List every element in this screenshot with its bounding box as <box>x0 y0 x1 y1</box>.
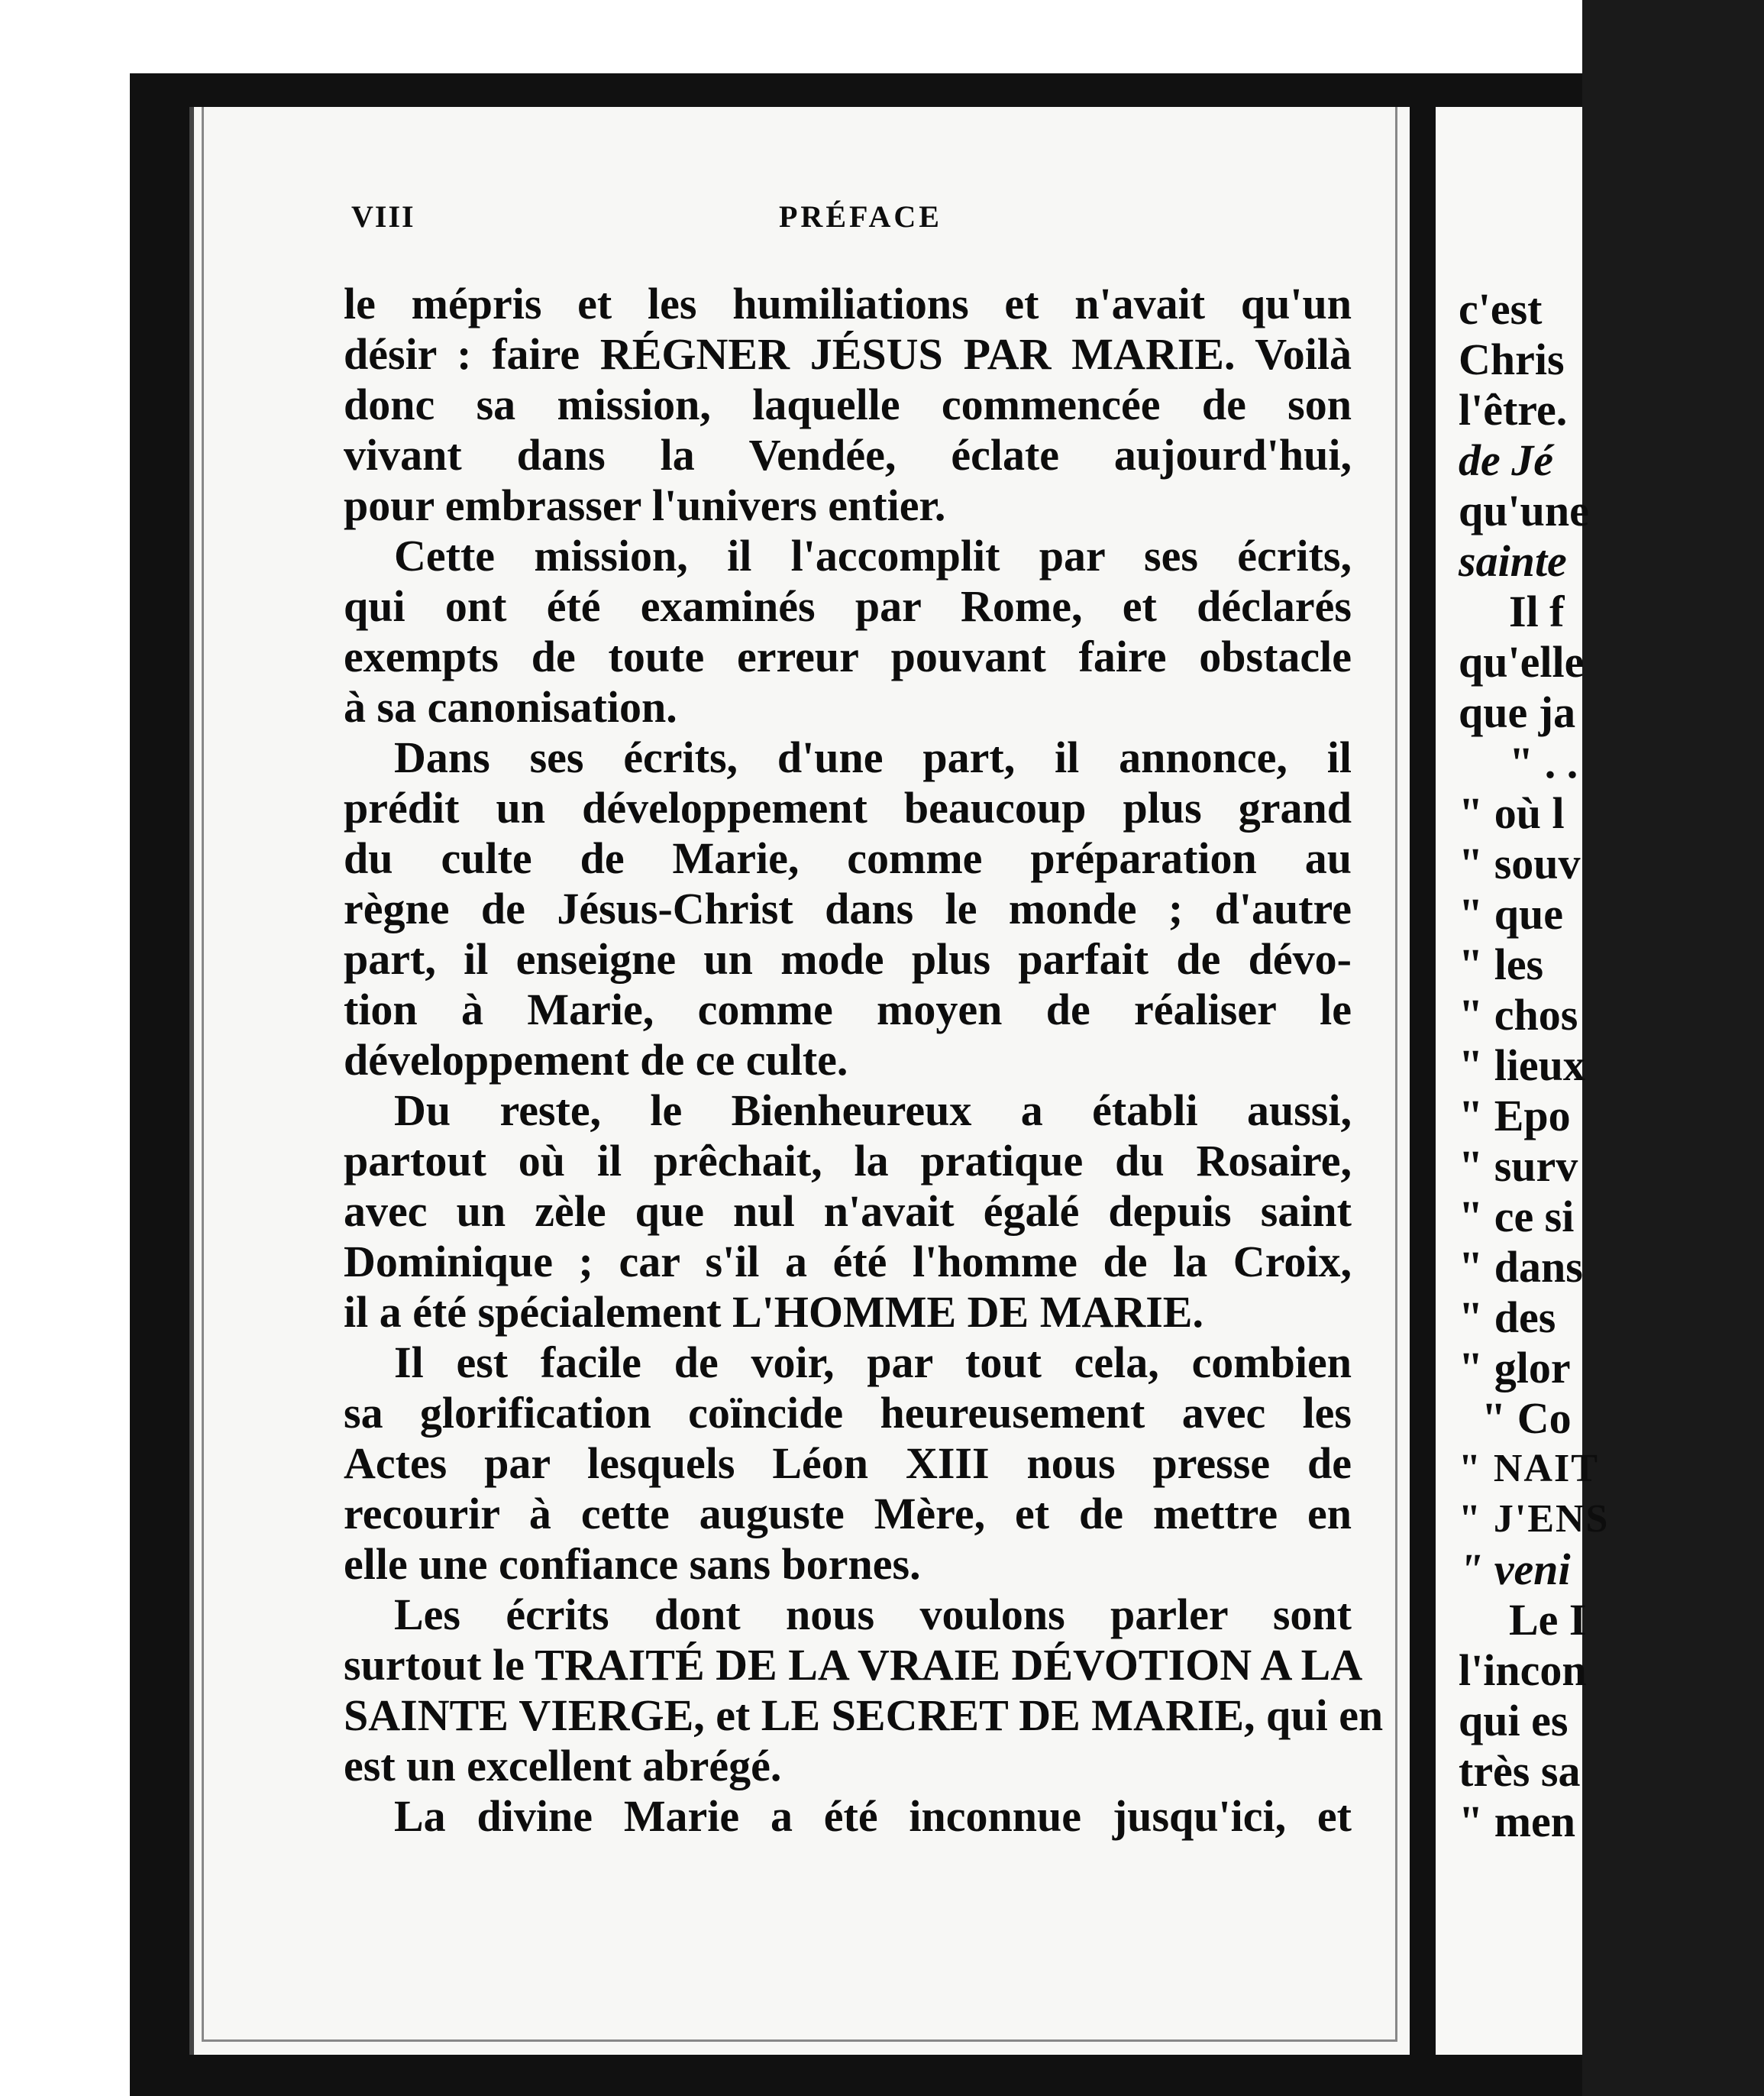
text-line: c'est <box>1459 284 1543 334</box>
text-line: " Co <box>1481 1393 1572 1443</box>
text-line: il a été spécialement L'HOMME DE MARIE. <box>344 1287 1203 1337</box>
right-page-clip <box>1436 107 1610 2055</box>
page-gutter <box>1405 73 1436 2090</box>
text-line: " souv <box>1459 839 1581 888</box>
text-line: de Jé <box>1459 435 1553 485</box>
text-line: Dans ses écrits, d'une part, il annonce, il <box>394 733 1352 782</box>
text-line: pour embrasser l'univers entier. <box>344 480 946 530</box>
text-line: avec un zèle que nul n'avait égalé depuis saint <box>344 1186 1352 1236</box>
right-page-body <box>1459 284 1764 1847</box>
text-line: Il est facile de voir, par tout cela, combien <box>394 1337 1352 1387</box>
text-line: à sa canonisation. <box>344 682 677 732</box>
text-line: désir : faire RÉGNER JÉSUS PAR MARIE. Voilà <box>344 329 1352 379</box>
text-line: " veni <box>1459 1545 1571 1594</box>
text-line: Il f <box>1509 587 1565 636</box>
text-line: exempts de toute erreur pouvant faire obstacle <box>344 632 1352 681</box>
text-line: " où l <box>1459 788 1565 838</box>
text-line: " men <box>1459 1797 1576 1846</box>
text-line: " ce si <box>1459 1192 1575 1241</box>
text-line: vivant dans la Vendée, éclate aujourd'hui, <box>344 430 1352 480</box>
text-line: Dominique ; car s'il a été l'homme de la Croix, <box>344 1237 1352 1286</box>
text-line: donc sa mission, laquelle commencée de son <box>344 380 1352 429</box>
text-line: Du reste, le Bienheureux a établi aussi, <box>394 1085 1352 1135</box>
text-line: " que <box>1459 889 1563 939</box>
text-line: " NAIT <box>1459 1447 1599 1490</box>
text-line: qui ont été examinés par Rome, et déclarés <box>344 581 1352 631</box>
text-line: part, il enseigne un mode plus parfait de dévo- <box>344 934 1352 984</box>
text-line: " chos <box>1459 990 1578 1040</box>
text-line: développement de ce culte. <box>344 1035 848 1085</box>
text-line: Chris <box>1459 335 1565 384</box>
scanner-frame-left <box>130 73 189 2082</box>
text-line: du culte de Marie, comme préparation au <box>344 833 1352 883</box>
text-line: Les écrits dont nous voulons parler sont <box>394 1590 1352 1639</box>
text-line: " surv <box>1459 1141 1578 1191</box>
running-head <box>351 199 1344 244</box>
text-line: qu'elle <box>1459 637 1585 687</box>
text-line: l'incon <box>1459 1645 1587 1695</box>
text-line: Cette mission, il l'accomplit par ses écrits, <box>394 531 1352 581</box>
text-line: le mépris et les humiliations et n'avait qu'un <box>344 279 1352 328</box>
page-number: VIII <box>351 199 415 234</box>
scanner-frame-bottom <box>130 2055 1582 2096</box>
text-line: SAINTE VIERGE, et LE SECRET DE MARIE, qui en <box>344 1690 1384 1740</box>
text-line: partout où il prêchait, la pratique du Rosaire, <box>344 1136 1352 1185</box>
text-line: prédit un développement beaucoup plus grand <box>344 783 1352 833</box>
text-line: qu'une <box>1459 486 1589 535</box>
text-line: est un excellent abrégé. <box>344 1741 782 1790</box>
page-header-title: PRÉFACE <box>779 199 942 234</box>
text-line: elle une confiance sans bornes. <box>344 1539 921 1589</box>
text-line: " glor <box>1459 1343 1571 1392</box>
left-page-body <box>344 279 1384 1842</box>
text-line: sainte <box>1459 536 1567 586</box>
text-line: " . . <box>1509 738 1578 788</box>
text-line: qui es <box>1459 1696 1569 1745</box>
text-line: Actes par lesquels Léon XIII nous presse de <box>344 1438 1352 1488</box>
text-line: l'être. <box>1459 385 1568 435</box>
text-line: surtout le TRAITÉ DE LA VRAIE DÉVOTION A LA <box>344 1640 1363 1690</box>
text-line: que ja <box>1459 687 1576 737</box>
scanner-frame-top <box>130 73 1582 112</box>
text-line: " lieux <box>1459 1040 1585 1090</box>
text-line: très sa <box>1459 1746 1581 1796</box>
text-line: " Epo <box>1459 1091 1571 1140</box>
text-line: " des <box>1459 1292 1556 1342</box>
text-line: Le I <box>1509 1595 1587 1645</box>
text-line: tion à Marie, comme moyen de réaliser le <box>344 985 1352 1034</box>
text-line: " J'ENS <box>1459 1497 1610 1541</box>
text-line: " les <box>1459 940 1544 989</box>
text-line: recourir à cette auguste Mère, et de mettre en <box>344 1489 1352 1538</box>
text-line: règne de Jésus-Christ dans le monde ; d'autre <box>344 884 1352 933</box>
text-line: La divine Marie a été inconnue jusqu'ici, et <box>394 1791 1352 1841</box>
text-line: " dans <box>1459 1242 1583 1292</box>
text-line: sa glorification coïncide heureusement avec les <box>344 1388 1352 1438</box>
